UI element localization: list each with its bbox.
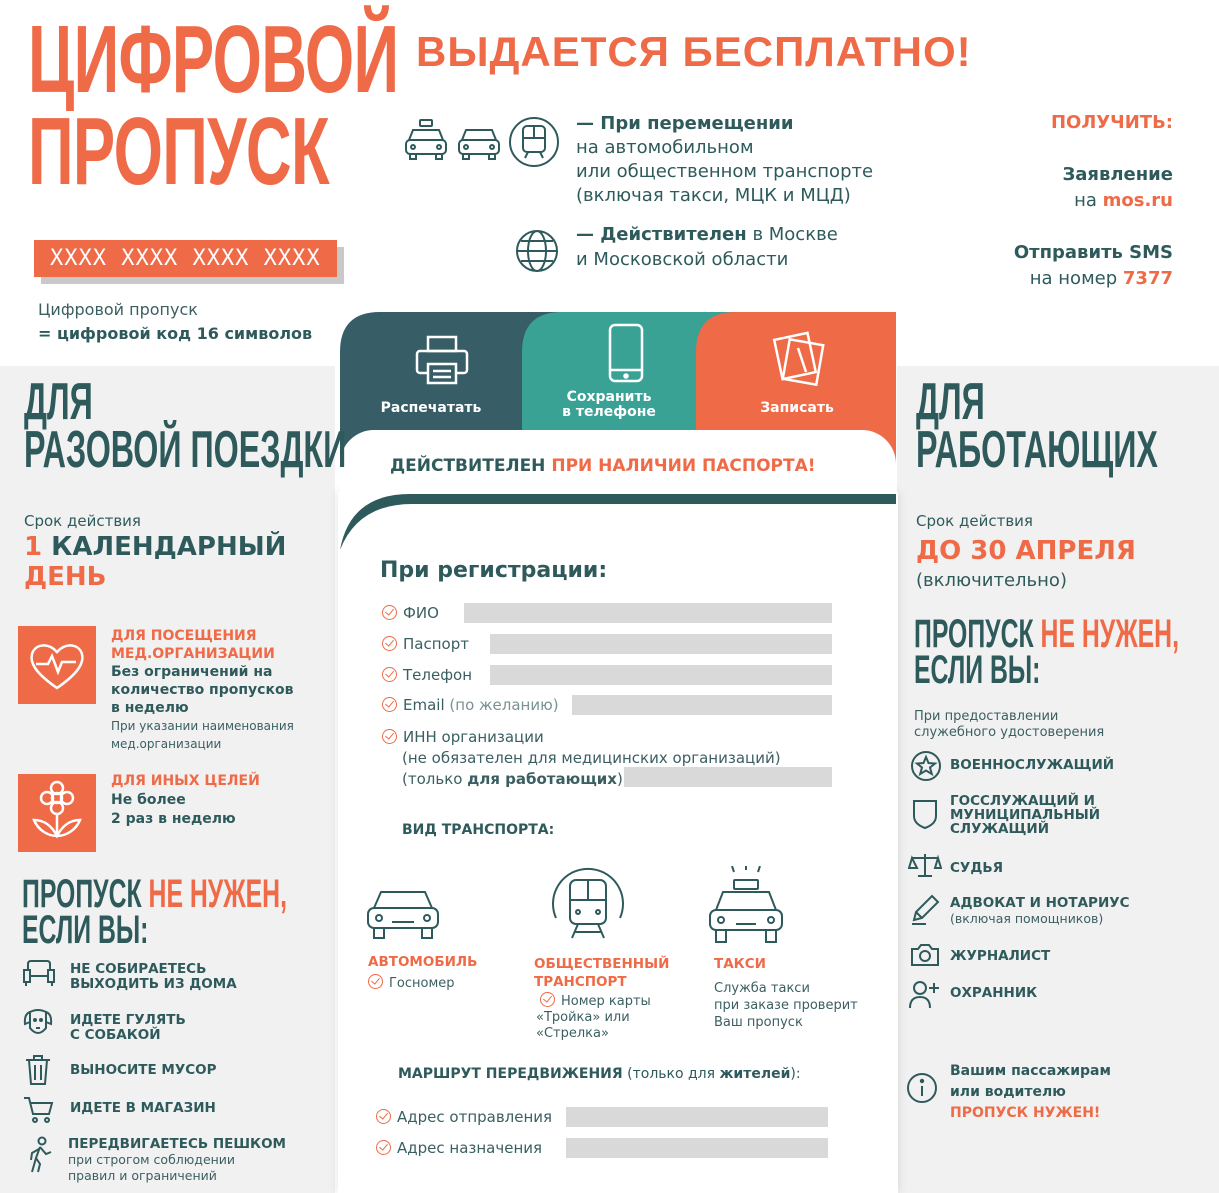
code-caption: Цифровой пропуск <box>38 300 198 319</box>
right-item-3: АДВОКАТ И НОТАРИУС (включая помощников) <box>950 895 1130 926</box>
left-item-0: НЕ СОБИРАЕТЕСЬ ВЫХОДИТЬ ИЗ ДОМА <box>70 961 237 992</box>
phone-icon <box>607 322 645 388</box>
route-to-label: Адрес назначения <box>376 1139 542 1157</box>
flower-icon <box>18 774 96 852</box>
left-period-value: 1 КАЛЕНДАРНЫЙ ДЕНЬ <box>24 532 287 592</box>
globe-icon <box>514 228 560 278</box>
field-fio-input[interactable] <box>464 603 832 623</box>
field-phone-input[interactable] <box>490 665 832 685</box>
taxi-icon <box>403 118 449 166</box>
route-from-input[interactable] <box>566 1107 828 1127</box>
right-item-2: СУДЬЯ <box>950 860 1004 876</box>
left-item-3: ИДЕТЕ В МАГАЗИН <box>70 1100 216 1116</box>
right-period-note: (включительно) <box>916 570 1067 591</box>
field-email-input[interactable] <box>572 695 832 715</box>
star-badge-icon <box>910 750 942 786</box>
right-item-5: ОХРАННИК <box>950 985 1038 1001</box>
cart-icon <box>22 1094 54 1128</box>
car-note: Госномер <box>368 974 455 991</box>
check-icon <box>382 636 397 651</box>
taxi-label: ТАКСИ <box>714 956 766 972</box>
main-title: ЦИФРОВОЙ ПРОПУСК <box>28 6 399 205</box>
public-transport-note: Номер карты «Тройка» или «Стрелка» <box>536 994 651 1041</box>
registration-title: При регистрации: <box>380 558 608 583</box>
code-placeholder-box: XXXX XXXX XXXX XXXX <box>34 240 337 277</box>
valid-info: — Действителен в Москве и Московской области <box>576 224 838 270</box>
route-to-input[interactable] <box>566 1138 828 1158</box>
route-from-label: Адрес отправления <box>376 1108 552 1126</box>
transport-type-title: ВИД ТРАНСПОРТА: <box>402 822 555 838</box>
right-item-0: ВОЕННОСЛУЖАЩИЙ <box>950 757 1115 773</box>
check-icon <box>376 1109 391 1124</box>
right-item-4: ЖУРНАЛИСТ <box>950 948 1051 964</box>
left-title: ДЛЯ РАЗОВОЙ ПОЕЗДКИ <box>24 373 347 479</box>
taxi-icon <box>704 866 788 952</box>
taxi-note: Служба такси при заказе проверит Ваш пропуск <box>714 981 858 1030</box>
get-info: ПОЛУЧИТЬ: Заявление на mos.ru Отправить SMS на номер 7377 <box>1013 112 1173 289</box>
field-inn-label: ИНН организации (не обязателен для медицинских организаций) (только для работающих) <box>382 727 781 790</box>
pen-icon <box>910 894 940 930</box>
info-icon <box>906 1072 938 1108</box>
camera-icon <box>910 942 940 972</box>
left-not-needed-title: ПРОПУСК НЕ НУЖЕН, ЕСЛИ ВЫ: <box>22 872 287 952</box>
check-icon <box>382 729 397 744</box>
left-period-label: Срок действия <box>24 512 141 530</box>
heart-icon <box>18 626 96 704</box>
check-icon <box>540 992 555 1007</box>
tab-write[interactable]: Записать <box>760 400 834 416</box>
field-fio-label: ФИО <box>382 604 439 622</box>
printer-icon <box>414 334 470 390</box>
cert-note: При предоставлении служебного удостоверения <box>914 709 1105 740</box>
card-wave <box>340 490 896 550</box>
free-headline: ВЫДАЕТСЯ БЕСПЛАТНО! <box>416 28 972 75</box>
check-icon <box>382 667 397 682</box>
mos-ru-link[interactable]: mos.ru <box>1102 190 1173 211</box>
public-transport-label: ОБЩЕСТВЕННЫЙ ТРАНСПОРТ <box>534 956 670 990</box>
med-block: ДЛЯ ПОСЕЩЕНИЯ МЕД.ОРГАНИЗАЦИИ Без ограничений на количество пропусков в неделю При указании наименования мед.организации <box>111 628 294 751</box>
field-phone-label: Телефон <box>382 666 472 684</box>
right-title: ДЛЯ РАБОТАЮЩИХ <box>916 373 1158 479</box>
left-item-1: ИДЕТЕ ГУЛЯТЬ С СОБАКОЙ <box>70 1012 186 1043</box>
left-item-2: ВЫНОСИТЕ МУСОР <box>70 1062 217 1078</box>
passengers-note: Вашим пассажирам или водителю ПРОПУСК НУЖЕН! <box>950 1063 1111 1121</box>
right-item-1: ГОССЛУЖАЩИЙ И МУНИЦИПАЛЬНЫЙ СЛУЖАЩИЙ <box>950 793 1101 837</box>
check-icon <box>382 605 397 620</box>
other-block: ДЛЯ ИНЫХ ЦЕЛЕЙ Не более 2 раз в неделю <box>111 773 260 827</box>
field-passport-label: Паспорт <box>382 635 469 653</box>
transport-info: — При перемещении на автомобильном или общественном транспорте (включая такси, МЦК и МЦД) <box>576 113 874 206</box>
walking-icon <box>26 1136 54 1178</box>
field-inn-input[interactable] <box>624 767 832 787</box>
armchair-icon <box>22 958 56 992</box>
field-email-label: Email (по желанию) <box>382 696 559 714</box>
left-item-4: ПЕРЕДВИГАЕТЕСЬ ПЕШКОМ при строгом соблюдении правил и ограничений <box>68 1136 286 1183</box>
scales-icon <box>908 852 942 884</box>
public-transport-icon <box>548 866 628 950</box>
car-icon <box>456 124 502 166</box>
right-period-label: Срок действия <box>916 512 1033 530</box>
shield-icon <box>912 798 938 834</box>
train-icon <box>508 116 560 172</box>
valid-passport-note: ДЕЙСТВИТЕЛЕН ПРИ НАЛИЧИИ ПАСПОРТА! <box>390 456 816 476</box>
car-label: АВТОМОБИЛЬ <box>368 954 478 970</box>
code-caption-bold: = цифровой код 16 символов <box>38 324 313 343</box>
check-icon <box>368 974 383 989</box>
trash-icon <box>24 1054 52 1090</box>
check-icon <box>382 697 397 712</box>
field-passport-input[interactable] <box>490 634 832 654</box>
dog-icon <box>22 1006 54 1044</box>
check-icon <box>376 1140 391 1155</box>
tab-print[interactable]: Распечатать <box>380 400 482 416</box>
tab-save-phone[interactable]: Сохранить в телефоне <box>562 389 656 420</box>
right-not-needed-title: ПРОПУСК НЕ НУЖЕН, ЕСЛИ ВЫ: <box>914 612 1179 692</box>
route-title: МАРШРУТ ПЕРЕДВИЖЕНИЯ (только для жителей): <box>398 1066 801 1082</box>
right-period-value: ДО 30 АПРЕЛЯ <box>916 536 1136 566</box>
notes-icon <box>766 328 828 394</box>
car-icon <box>364 884 442 946</box>
user-plus-icon <box>908 978 942 1014</box>
